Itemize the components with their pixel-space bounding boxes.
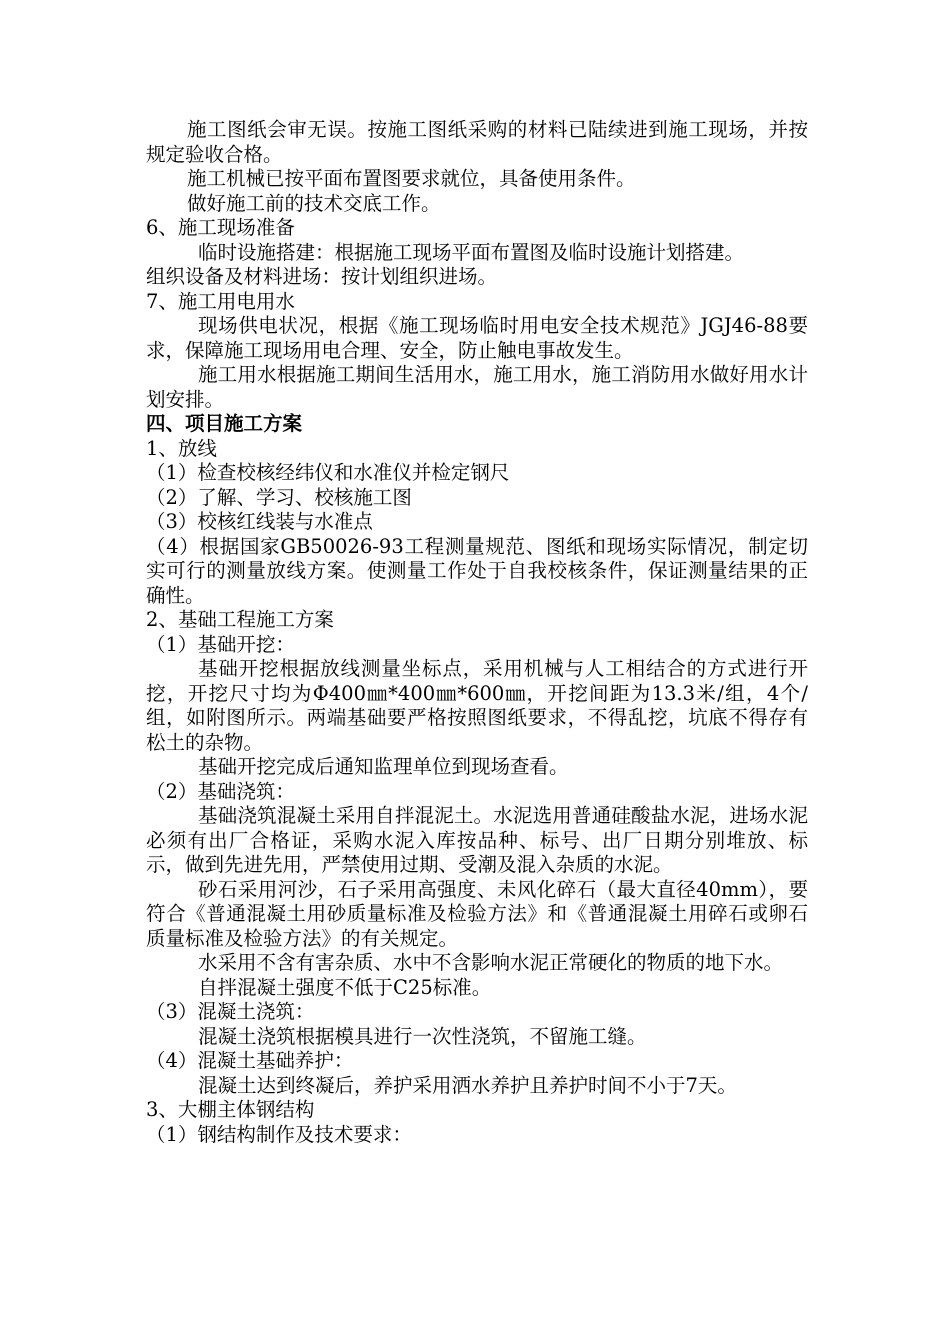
paragraph: 基础开挖完成后通知监理单位到现场查看。 <box>198 755 569 778</box>
paragraph: 自拌混凝土强度不低于C25标准。 <box>198 975 492 999</box>
section-heading: 7、施工用电用水 <box>146 289 295 313</box>
paragraph: 水采用不含有害杂质、水中不含影响水泥正常硬化的物质的地下水。 <box>198 951 784 974</box>
subsection-heading: （1）钢结构制作及技术要求： <box>146 1122 412 1146</box>
paragraph: 施工用水根据施工期间生活用水，施工用水，施工消防用水做好用水计划安排。 <box>146 363 808 411</box>
paragraph: 临时设施搭建：根据施工现场平面布置图及临时设施计划搭建。 <box>198 240 745 264</box>
paragraph: 混凝土浇筑根据模具进行一次性浇筑，不留施工缝。 <box>198 1024 647 1048</box>
paragraph: （4）根据国家GB50026-93工程测量规范、图纸和现场实际情况，制定切实可行的测量放线方案。使测量工作处于自我校核条件，保证测量结果的正确性。 <box>146 534 808 607</box>
section-heading: 1、放线 <box>146 436 217 460</box>
subsection-heading: （3）混凝土浇筑： <box>146 1000 315 1023</box>
paragraph: 施工图纸会审无误。按施工图纸采购的材料已陆续进到施工现场，并按规定验收合格。 <box>146 118 808 166</box>
subsection-heading: （2）基础浇筑： <box>146 779 295 803</box>
subsection-heading: （1）基础开挖： <box>146 632 295 656</box>
paragraph: 施工机械已按平面布置图要求就位，具备使用条件。 <box>187 167 636 190</box>
list-item: （1）检查校核经纬仪和水准仪并检定钢尺 <box>146 461 510 484</box>
paragraph: 基础开挖根据放线测量坐标点，采用机械与人工相结合的方式进行开挖，开挖尺寸均为Φ400㎜*400㎜*600㎜，开挖间距为13.3米/组，4个/组，如附图所示。两端基础要严格按照图纸要求，不得乱挖，坑底不得存有松土的杂物。 <box>146 657 809 754</box>
paragraph: 组织设备及材料进场：按计划组织进场。 <box>146 265 498 288</box>
paragraph: 混凝土达到终凝后，养护采用洒水养护且养护时间不小于7天。 <box>198 1073 737 1097</box>
chapter-heading: 四、项目施工方案 <box>146 412 303 435</box>
document-body <box>146 118 808 1147</box>
section-heading: 6、施工现场准备 <box>146 216 295 239</box>
section-heading: 3、大棚主体钢结构 <box>146 1098 315 1121</box>
list-item: （3）校核红线装与水准点 <box>146 510 373 533</box>
paragraph: 基础浇筑混凝土采用自拌混泥土。水泥选用普通硅酸盐水泥，进场水泥必须有出厂合格证，采购水泥入库按品种、标号、出厂日期分别堆放、标示，做到先进先用，严禁使用过期、受潮及混入杂质的水泥。 <box>146 804 808 876</box>
subsection-heading: （4）混凝土基础养护： <box>146 1049 354 1072</box>
paragraph: 砂石采用河沙，石子采用高强度、未风化碎石（最大直径40mm），要符合《普通混凝土用砂质量标准及检验方法》和《普通混凝土用碎石或卵石质量标准及检验方法》的有关规定。 <box>146 877 808 950</box>
paragraph: 做好施工前的技术交底工作。 <box>187 191 441 215</box>
list-item: （2）了解、学习、校核施工图 <box>146 485 412 509</box>
section-heading: 2、基础工程施工方案 <box>146 608 334 631</box>
paragraph: 现场供电状况，根据《施工现场临时用电安全技术规范》JGJ46-88要求，保障施工现场用电合理、安全，防止触电事故发生。 <box>146 314 808 362</box>
